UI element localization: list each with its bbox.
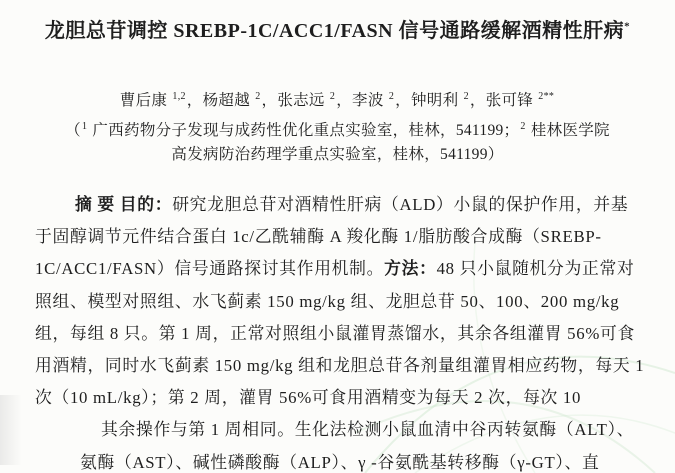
abstract-line: 组，每组 8 只。第 1 周，正常对照组小鼠灌胃蒸馏水，其余各组灌胃 56%可食: [35, 323, 635, 343]
abstract-paragraph: [35, 189, 647, 473]
abstract-line: 其余操作与第 1 周相同。生化法检测小鼠血清中谷丙转氨酶（ALT）、: [101, 420, 635, 440]
author-separator: ，: [261, 92, 278, 109]
author-separator: ，: [186, 92, 203, 109]
affiliation-line-1: [0, 115, 675, 143]
author-name: 张可锋: [485, 92, 534, 109]
abstract-line: 氨酶（AST）、碱性磷酸酶（ALP）、γ -谷氨酰基转移酶（γ-GT）、直: [80, 452, 600, 472]
author-separator: ，: [336, 92, 353, 109]
abstract-line: 于固醇调节元件结合蛋白 1c/乙酰辅酶 A 羧化酶 1/脂肪酸合成酶（SREBP-: [35, 227, 602, 247]
page-title: [0, 14, 675, 43]
title-text: 龙胆总苷调控 SREBP-1C/ACC1/FASN 信号通路缓解酒精性肝病: [44, 20, 625, 42]
abstract-label-methods: 方法：: [384, 259, 437, 279]
abstract-line: 次（10 mL/kg）；第 2 周，灌胃 56%可食用酒精变为每天 2 次，每次 10: [35, 388, 582, 408]
author-superscript: 2: [329, 90, 336, 102]
abstract-line: [35, 253, 647, 285]
title-footnote-mark: *: [624, 20, 631, 33]
author-superscript: 2: [388, 90, 395, 102]
affiliation-text-1: 广西药物分子发现与成药性优化重点实验室，桂林，541199；: [88, 122, 520, 140]
author-separator: ，: [395, 92, 411, 109]
author-superscript: 2: [255, 90, 261, 102]
affiliation-superscript-1: 1: [81, 121, 88, 132]
affiliation-superscript-2: 2: [520, 121, 526, 132]
author-name: 杨超越: [202, 92, 251, 109]
author-name: 曹后康: [119, 92, 168, 109]
author-separator: ，: [469, 92, 486, 109]
author-name: 张志远: [277, 92, 325, 109]
author-name: 钟明利: [410, 92, 459, 109]
author-name: 李波: [352, 92, 384, 109]
affiliation-text-2: 桂林医学院: [526, 122, 610, 140]
author-superscript: 2**: [538, 90, 555, 102]
affiliation-block: [0, 115, 675, 166]
abstract-label-objective: 摘 要 目的：: [75, 195, 173, 214]
affiliation-open-paren: （: [65, 122, 81, 140]
author-superscript: 1,2: [172, 90, 186, 102]
author-superscript: 2: [463, 90, 469, 102]
scan-edge-smudge: [0, 395, 22, 465]
authors-line: [0, 88, 675, 110]
abstract-line: 用酒精，同时水飞蓟素 150 mg/kg 组和龙胆总苷各剂量组灌胃相应药物，每天 1: [35, 355, 645, 375]
abstract-text: 48 只小鼠随机分为正常对: [436, 259, 635, 279]
abstract-line: 照组、模型对照组、水飞蓟素 150 mg/kg 组、龙胆总苷 50、100、200 mg/kg: [35, 291, 620, 311]
affiliation-line-2: 高发病防治药理学重点实验室，桂林，541199）: [171, 145, 504, 163]
abstract-line: [35, 189, 647, 221]
abstract-text: 研究龙胆总苷对酒精性肝病（ALD）小鼠的保护作用，并基: [172, 195, 629, 214]
abstract-text: 1C/ACC1/FASN）信号通路探讨其作用机制。: [35, 259, 385, 279]
